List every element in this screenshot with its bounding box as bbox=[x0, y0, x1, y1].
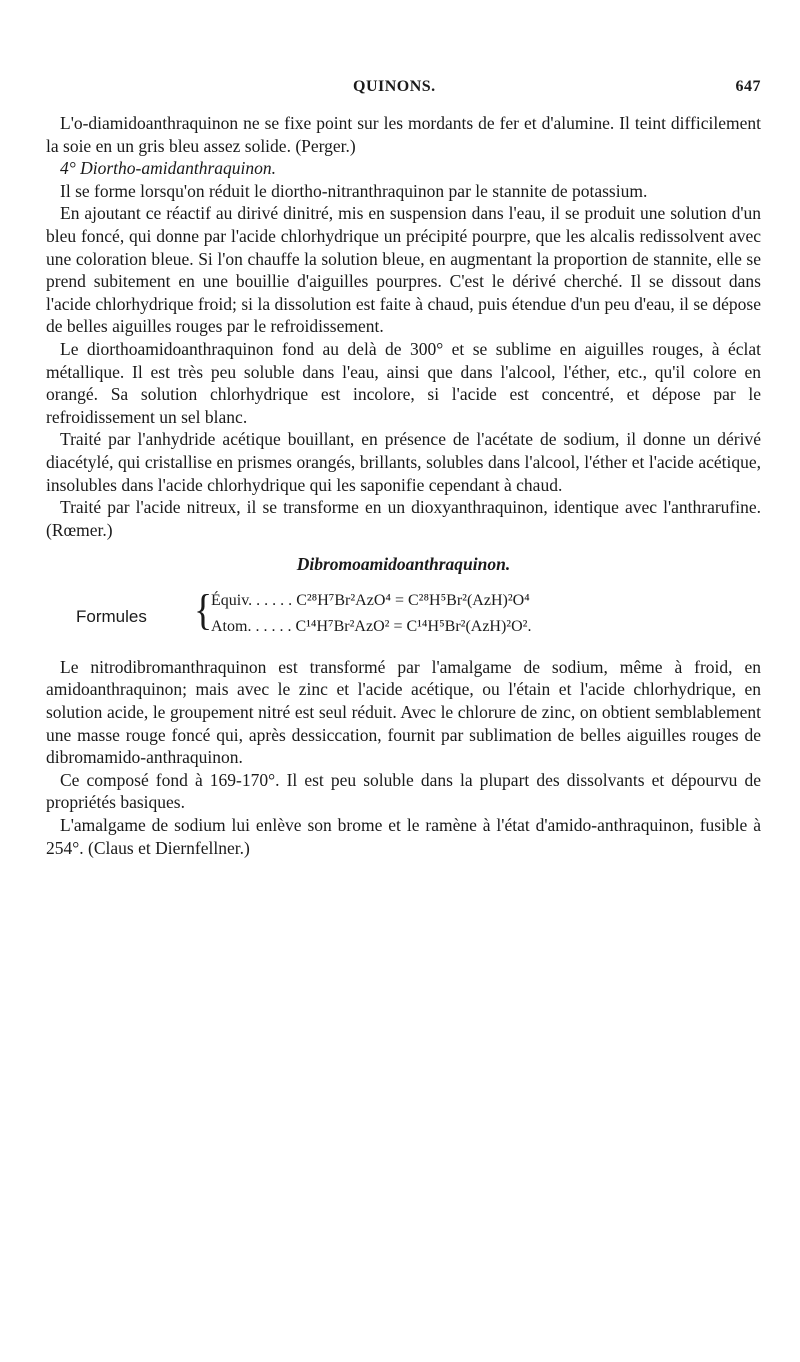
paragraph: Le nitrodibromanthraquinon est transformé par l'amalgame de sodium, même à froid, en amidoanthraquinon; mais avec le zinc et l'acide acétique, ou l'étain et l'acide chlorhydrique, en solution acide, le groupement nitré est seul réduit. Avec le chlorure de zinc, on obtient semblablement une masse rouge foncé qui, après dessiccation, fournit par sublimation de belles aiguilles rouges de dibromamido-anthraquinon. bbox=[46, 656, 761, 768]
formula-row-atom bbox=[211, 616, 531, 639]
atom-label: Atom. . . . . . bbox=[211, 617, 292, 635]
running-head bbox=[46, 78, 761, 100]
formula-label: Formules bbox=[76, 606, 147, 626]
paragraph: Traité par l'acide nitreux, il se transforme en un dioxyanthraquinon, identique avec l'anthrarufine. (Rœmer.) bbox=[46, 497, 761, 540]
page-number: 647 bbox=[735, 78, 761, 95]
paragraph: Traité par l'anhydride acétique bouillant, en présence de l'acétate de sodium, il donne un dérivé diacétylé, qui cristallise en prismes orangés, brillants, solubles dans l'alcool, l'éther et l'acide acétique, insolubles dans l'acide chlorhydrique qui les saponifie cependant à chaud. bbox=[46, 429, 761, 495]
equiv-label: Équiv. . . . . . bbox=[211, 591, 293, 609]
paragraph: L'amalgame de sodium lui enlève son brome et le ramène à l'état d'amido-anthraquinon, fusible à 254°. (Claus et Diernfellner.) bbox=[46, 815, 761, 858]
section-title: Dibromoamidoanthraquinon. bbox=[296, 554, 511, 575]
paragraph: En ajoutant ce réactif au dirivé dinitré, mis en suspension dans l'eau, il se produit une solution d'un bleu foncé, qui donne par l'acide chlorhydrique un précipité pourpre, que les alcalis redissolvent avec une coloration bleue. Si l'on chauffe la solution bleue, en augmentant la proportion de stannite, elle se prend subitement en une bouillie d'aiguilles pourpres. C'est le dérivé cherché. Il se dissout dans l'acide chlorhydrique froid; si la dissolution est faite à chaud, puis étendue d'un peu d'eau, il se dépose de belles aiguilles rouges par le refroidissement. bbox=[46, 203, 761, 337]
atom-formula: C¹⁴H⁷Br²AzO² = C¹⁴H⁵Br²(AzH)²O². bbox=[295, 617, 532, 635]
running-title: QUINONS. bbox=[353, 78, 436, 95]
formula-row-equiv bbox=[211, 590, 530, 613]
paragraph: Il se forme lorsqu'on réduit le diortho-nitranthraquinon par le stannite de potassium. bbox=[60, 180, 648, 201]
paragraph: Ce composé fond à 169-170°. Il est peu soluble dans la plupart des dissolvants et dépourvu de propriétés basiques. bbox=[46, 769, 761, 813]
equiv-formula: C²⁸H⁷Br²AzO⁴ = C²⁸H⁵Br²(AzH)²O⁴ bbox=[296, 591, 530, 609]
body-text bbox=[46, 112, 761, 859]
brace-icon: { bbox=[194, 585, 213, 635]
subsection-heading: 4° Diortho-amidanthraquinon. bbox=[60, 158, 277, 179]
paragraph: Le diorthoamidoanthraquinon fond au delà de 300° et se sublime en aiguilles rouges, à éclat métallique. Il est très peu soluble dans l'eau, ainsi que dans l'alcool, l'éther, etc., qu'il colore en orangé. Sa solution chlorhydrique est incolore, si l'acide est concentré, et dépose par le refroidissement un sel blanc. bbox=[46, 338, 761, 427]
paragraph: L'o-diamidoanthraquinon ne se fixe point sur les mordants de fer et d'alumine. Il teint difficilement la soie en un gris bleu assez solide. (Perger.) bbox=[46, 113, 761, 156]
formula-block bbox=[46, 586, 761, 646]
